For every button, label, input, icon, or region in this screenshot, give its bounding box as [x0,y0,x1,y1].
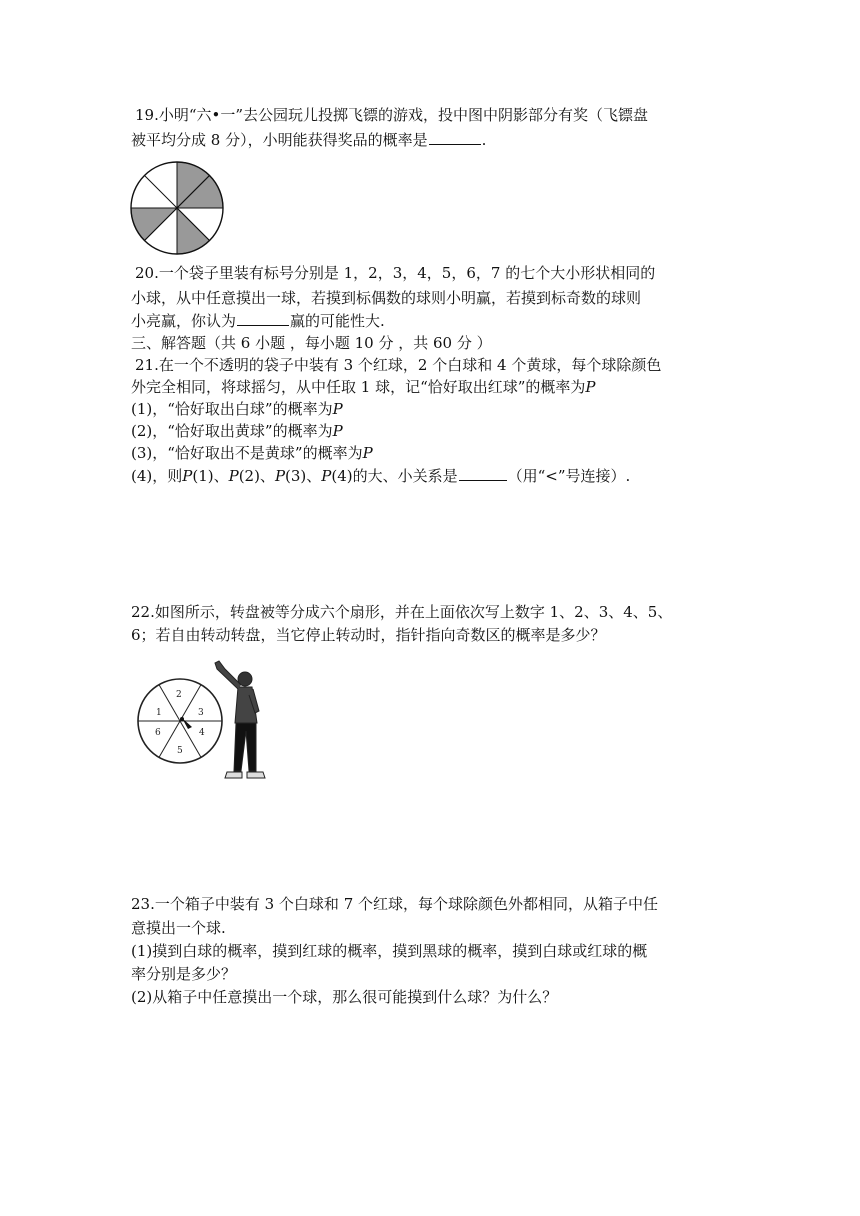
q21-item4: (4)，则P(1)、P(2)、P(3)、P(4)的大、小关系是 （用“<”号连接）. [131,467,631,485]
shaded-sector [177,208,210,254]
q19-line2: 被平均分成 8 分），小明能获得奖品的概率是 . [131,131,487,149]
q21-item1: (1)，“恰好取出白球”的概率为P [131,400,343,418]
q22-line1: 22.如图所示，转盘被等分成六个扇形，并在上面依次写上数字 1、2、3、4、5、 [131,603,673,621]
answer-blank [429,129,481,145]
q20-line3: 小亮赢，你认为 赢的可能性大. [131,312,385,330]
q21-item2: (2)，“恰好取出黄球”的概率为P [131,422,343,440]
spinner-number: 4 [199,728,205,738]
q21-line2: 外完全相同，将球摇匀，从中任取 1 球，记“恰好取出红球”的概率为P [131,378,596,396]
q22-line2: 6；若自由转动转盘，当它停止转动时，指针指向奇数区的概率是多少？ [131,626,606,644]
q23-line2: 意摸出一个球. [131,919,226,937]
answer-blank [237,310,289,326]
answer-blank [459,465,507,481]
q23-line5: (2)从箱子中任意摸出一个球，那么很可能摸到什么球？为什么？ [131,988,558,1006]
q20-line1: 20.一个袋子里装有标号分别是 1，2，3，4，5，6，7 的七个大小形状相同的 [135,264,656,282]
spinner-figure [135,655,285,791]
q21-line1: 21.在一个不透明的袋子中装有 3 个红球，2 个白球和 4 个黄球，每个球除颜色 [135,356,662,374]
q21-item3: (3)，“恰好取出不是黄球”的概率为P [131,444,373,462]
shaded-sector [131,208,177,241]
q19-line1: 19.小明“六•一”去公园玩儿投掷飞镖的游戏，投中图中阴影部分有奖（飞镖盘 [135,106,649,124]
spinner-number: 6 [155,728,161,738]
dartboard-figure [128,160,228,256]
q20-line2: 小球，从中任意摸出一球，若摸到标偶数的球则小明赢，若摸到标奇数的球则 [131,289,642,307]
q23-line4: 率分别是多少？ [131,965,237,983]
spinner-number: 5 [177,746,183,756]
spinner-number: 3 [198,708,204,718]
section-heading: 三、解答题（共 6 小题 ，每小题 10 分 ，共 60 分 ） [131,334,492,352]
q23-line1: 23.一个箱子中装有 3 个白球和 7 个红球，每个球除颜色外都相同，从箱子中任 [131,895,659,913]
spinner-number: 1 [156,708,162,718]
spinner-number: 2 [176,690,182,700]
q23-line3: (1)摸到白球的概率，摸到红球的概率，摸到黑球的概率，摸到白球或红球的概 [131,942,648,960]
